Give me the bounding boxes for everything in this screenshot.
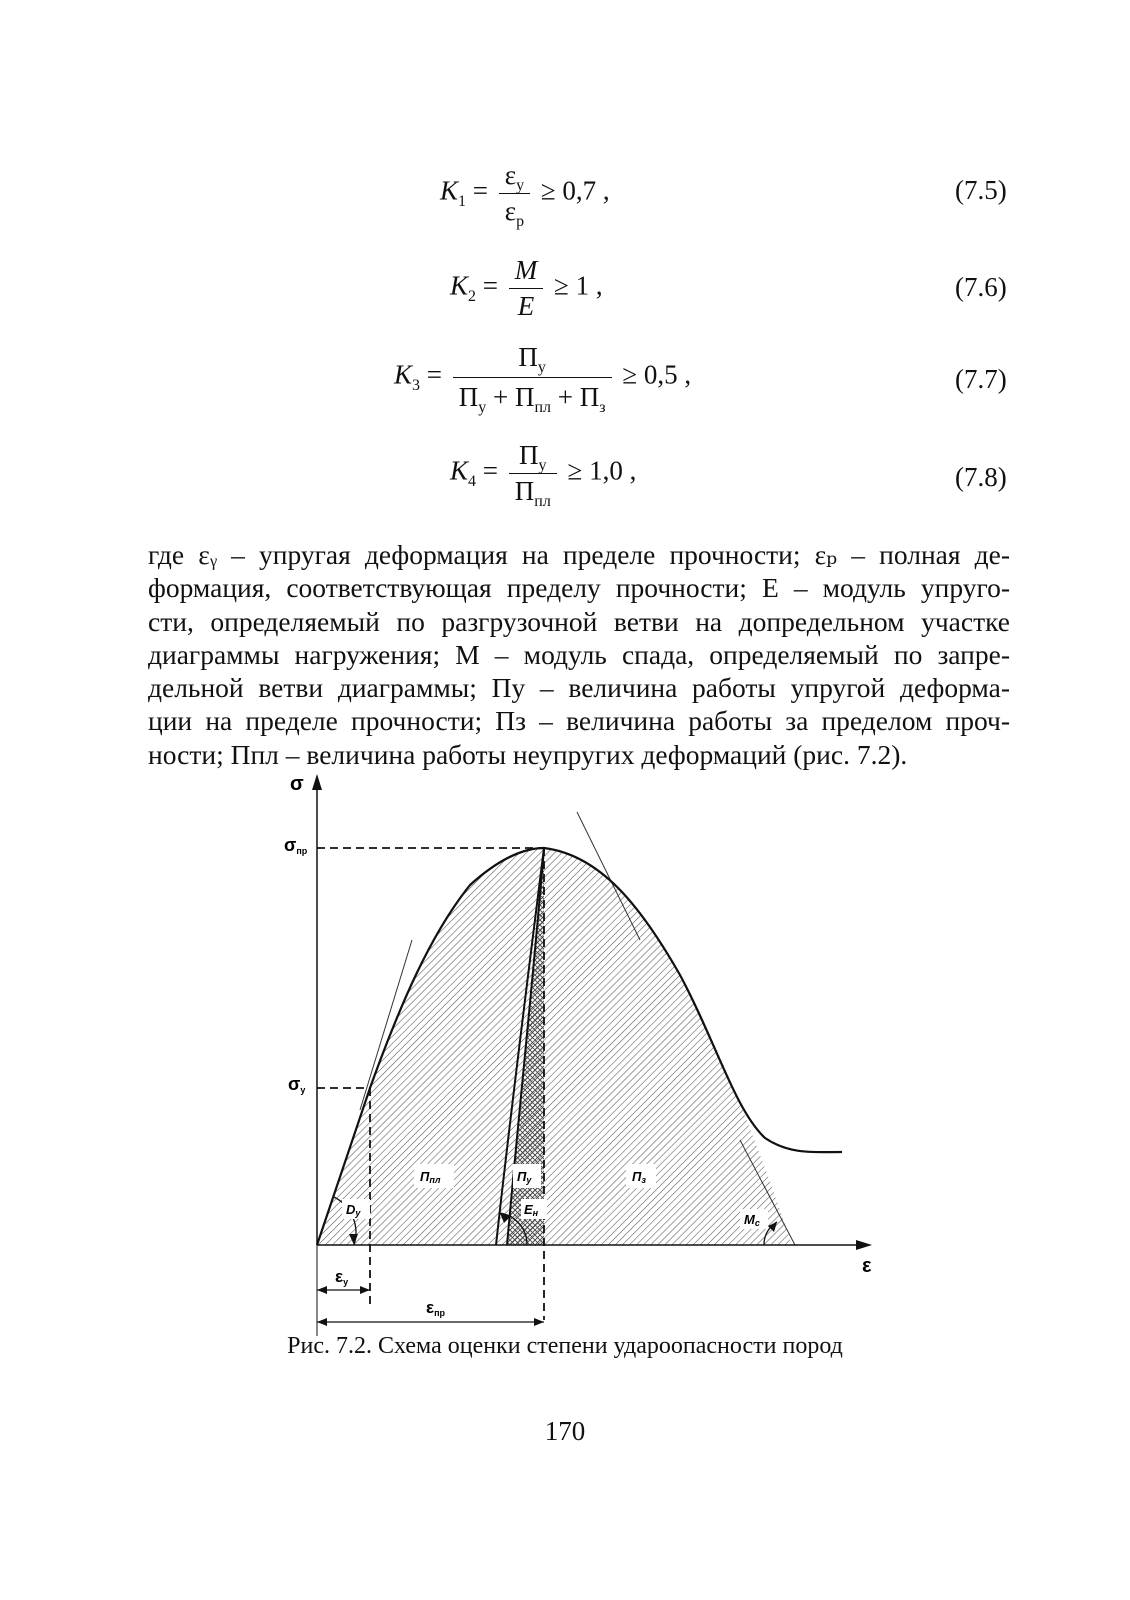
eq-denominator-sub: р: [516, 213, 525, 230]
eq-rhs: ≥ 1,0 ,: [567, 455, 637, 486]
paragraph-line: диаграммы нагружения; M – модуль спада, определяемый по запре-: [148, 638, 1010, 670]
paragraph-line: дельной ветви диаграммы; Пу – величина работы упругой деформа-: [148, 672, 1010, 704]
eq-lhs-sub: 1: [458, 192, 467, 210]
dim-eps-u-label: εу: [335, 1267, 349, 1287]
eq-numerator-sub: у: [538, 457, 547, 474]
hatched-area: [317, 848, 792, 1245]
angle-mc-label: Mс: [744, 1212, 760, 1228]
x-axis-arrow: [856, 1240, 872, 1250]
eq-lhs-sub: 2: [468, 287, 477, 305]
eq-numerator: П: [519, 440, 539, 470]
eq-den-term-sub: з: [599, 399, 606, 416]
eq-sign: =: [426, 359, 442, 390]
eq-sign: =: [482, 455, 498, 486]
paragraph-line: ности; Ппл – величина работы неупругих деформаций (рис. 7.2).: [148, 738, 908, 770]
eq-denominator: E: [517, 291, 535, 321]
eq-rhs: ≥ 0,7 ,: [540, 175, 610, 206]
eq-den-term: П: [458, 382, 479, 412]
eq-numerator: П: [518, 342, 538, 372]
eq-den-term: П: [579, 382, 600, 412]
eq-lhs-sub: 4: [468, 472, 477, 490]
eq-numerator-sub: у: [537, 359, 546, 376]
dim-eps-u-arrow-left: [317, 1286, 327, 1294]
eq-denominator: ε: [504, 196, 517, 226]
eq-numerator-sub: у: [516, 177, 525, 194]
equation-number: (7.7): [955, 364, 1007, 394]
region-pu-label: Пу: [517, 1169, 532, 1185]
eq-lhs: K: [440, 175, 459, 206]
paragraph-line: сти, определяемый по разгрузочной ветви на допредельном участке: [148, 605, 1010, 637]
eq-plus: +: [557, 382, 574, 412]
region-pz-label: Пз: [632, 1169, 646, 1185]
dim-eps-pr-arrow-right: [534, 1318, 544, 1326]
eq-den-term-sub: пл: [534, 399, 552, 416]
eq-den-term-sub: у: [478, 399, 487, 416]
equation-number: (7.5): [955, 175, 1007, 205]
angle-du-label: Dу: [346, 1202, 361, 1218]
angle-en-label: Eн: [524, 1202, 539, 1218]
dim-eps-pr-arrow-left: [317, 1318, 327, 1326]
eq-lhs: K: [450, 270, 469, 301]
eq-denominator: П: [514, 476, 535, 506]
eq-lhs: K: [450, 455, 469, 486]
y-axis-label: σ: [290, 773, 304, 795]
eq-numerator: ε: [504, 160, 517, 190]
x-axis-label: ε: [862, 1255, 872, 1277]
dim-eps-pr-label: εпр: [426, 1298, 446, 1318]
eq-numerator: M: [514, 255, 538, 285]
eq-lhs: K: [394, 359, 413, 390]
equation-number: (7.6): [955, 272, 1007, 302]
sigma-pr-label: σпр: [284, 835, 308, 856]
eq-sign: =: [482, 270, 498, 301]
paragraph-line: формация, соответствующая пределу прочности; E – модуль упруго-: [148, 572, 1010, 604]
sigma-u-label: σу: [288, 1074, 306, 1095]
eq-den-term: П: [514, 382, 535, 412]
eq-plus: +: [493, 382, 509, 412]
paragraph-line: где εᵧ – упругая деформация на пределе прочности; εₚ – полная де-: [148, 539, 1010, 570]
eq-lhs-sub: 3: [412, 376, 421, 394]
page-number: 170: [544, 1416, 586, 1446]
region-ppl-label: Ппл: [420, 1169, 441, 1185]
figure-caption: Рис. 7.2. Схема оценки степени удароопасности пород: [287, 1333, 843, 1359]
eq-rhs: ≥ 1 ,: [554, 270, 603, 301]
y-axis-arrow: [312, 774, 322, 790]
equation-number: (7.8): [955, 462, 1007, 492]
eq-sign: =: [472, 175, 488, 206]
dim-eps-u-arrow-right: [360, 1286, 370, 1294]
eq-denominator-sub: пл: [534, 493, 551, 510]
paragraph-line: ции на пределе прочности; Пз – величина работы за пределом проч-: [148, 705, 1010, 737]
eq-rhs: ≥ 0,5 ,: [622, 359, 692, 390]
